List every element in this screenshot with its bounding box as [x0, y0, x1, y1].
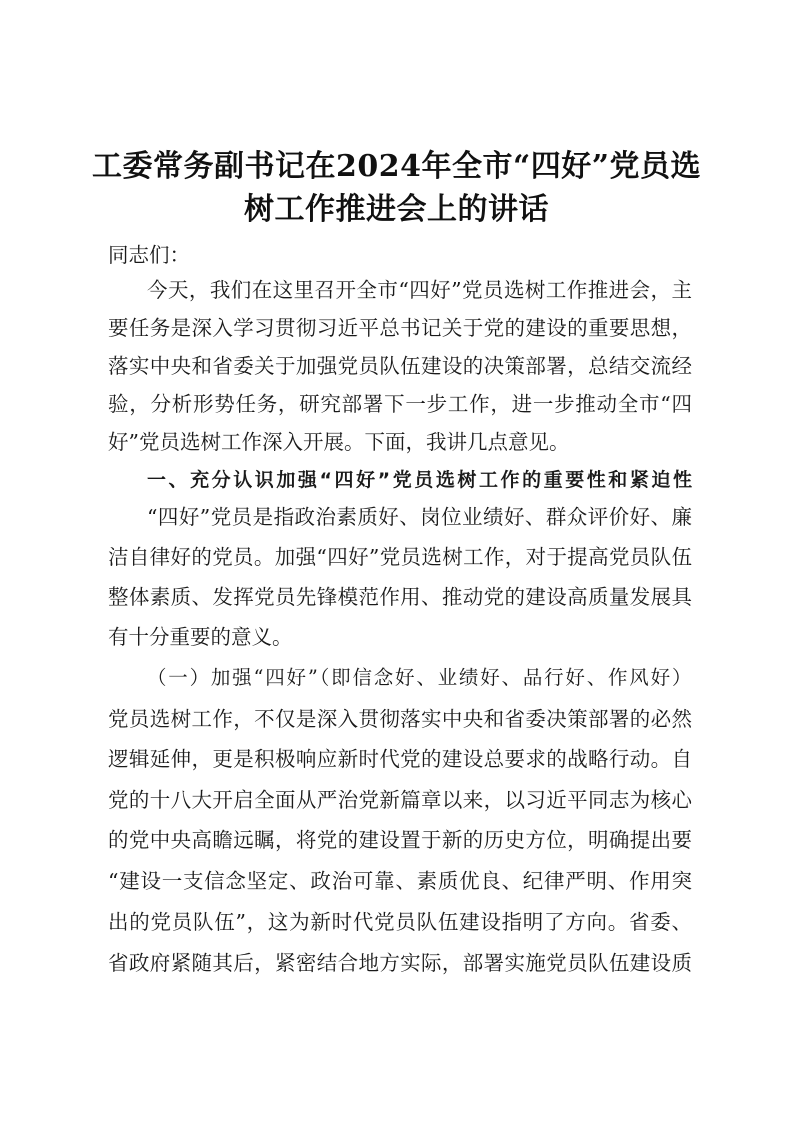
document-title-line-2: 树工作推进会上的讲话 — [244, 192, 549, 227]
paragraph-line: 今天，我们在这里召开全市“四好”党员选树工作推进会，主 — [147, 278, 692, 302]
paragraph-line: 的党中央高瞻远瞩，将党的建设置于新的历史方位，明确提出要 — [108, 828, 692, 852]
paragraph-line: 党的十八大开启全面从严治党新篇章以来，以习近平同志为核心 — [108, 788, 692, 812]
salutation: 同志们： — [108, 243, 190, 267]
paragraph-line: 要任务是深入学习贯彻习近平总书记关于党的建设的重要思想， — [108, 316, 692, 340]
paragraph-line: 逻辑延伸，更是积极响应新时代党的建设总要求的战略行动。自 — [108, 747, 692, 771]
paragraph-line: 好”党员选树工作深入开展。下面，我讲几点意见。 — [108, 430, 570, 454]
paragraph-line: 有十分重要的意义。 — [108, 625, 293, 649]
paragraph-line: 验，分析形势任务，研究部署下一步工作，进一步推动全市“四 — [108, 392, 692, 416]
paragraph-line: 党员选树工作，不仅是深入贯彻落实中央和省委决策部署的必然 — [108, 707, 692, 731]
paragraph-line: 出的党员队伍”，这为新时代党员队伍建设指明了方向。省委、 — [108, 910, 692, 934]
section-heading: 一、充分认识加强“四好”党员选树工作的重要性和紧迫性 — [147, 469, 692, 491]
paragraph-line: “建设一支信念坚定、政治可靠、素质优良、纪律严明、作用突 — [108, 869, 692, 893]
paragraph-line: 省政府紧随其后，紧密结合地方实际，部署实施党员队伍建设质 — [108, 951, 692, 975]
paragraph-line: 洁自律好的党员。加强“四好”党员选树工作，对于提高党员队伍 — [108, 545, 692, 569]
paragraph-line: 整体素质、发挥党员先锋模范作用、推动党的建设高质量发展具 — [108, 585, 692, 609]
paragraph-line: “四好”党员是指政治素质好、岗位业绩好、群众评价好、廉 — [147, 505, 692, 529]
subsection-heading: （一）加强“四好”（即信念好、业绩好、品行好、作风好） — [147, 666, 692, 689]
document-title-line-1: 工委常务副书记在2024年全市“四好”党员选 — [91, 149, 701, 184]
paragraph-line: 落实中央和省委关于加强党员队伍建设的决策部署，总结交流经 — [108, 354, 692, 378]
